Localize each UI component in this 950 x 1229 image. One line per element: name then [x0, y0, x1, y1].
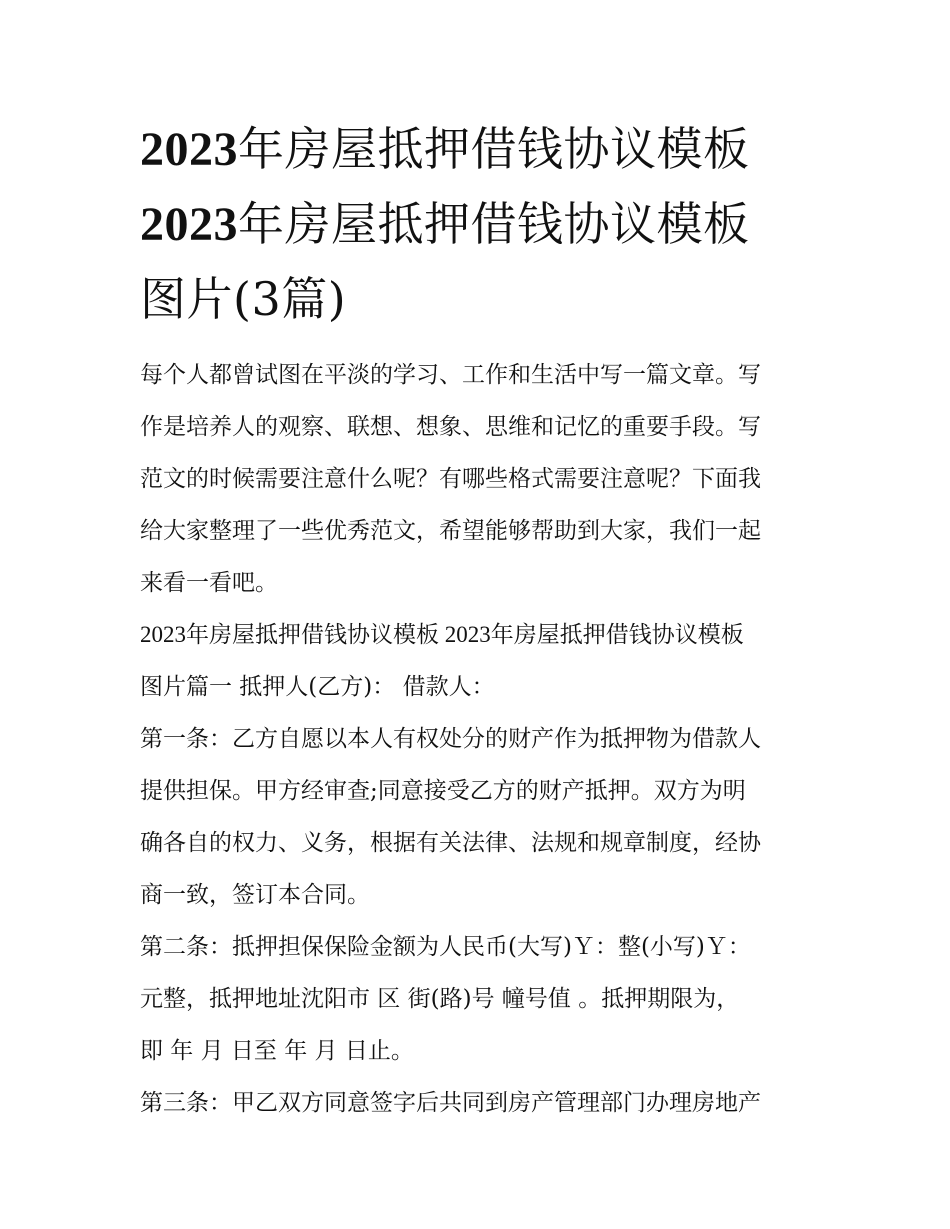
document-title	[140, 112, 820, 337]
body-line: 第一条：乙方自愿以本人有权处分的财产作为抵押物为借款人	[140, 726, 761, 752]
body-line: 商一致，签订本合同。	[140, 882, 370, 908]
title-year: 2023	[140, 123, 238, 176]
title-text: 年房屋抵押借钱协议模板	[238, 122, 750, 176]
body-line: 来看一看吧。	[140, 570, 278, 596]
body-line: 作是培养人的观察、联想、想象、思维和记忆的重要手段。写	[140, 414, 761, 440]
title-line-2	[140, 187, 820, 262]
document-body	[140, 349, 820, 1129]
title-line-1	[140, 112, 820, 187]
title-year: 2023	[140, 198, 238, 251]
body-line: 每个人都曾试图在平淡的学习、工作和生活中写一篇文章。写	[140, 362, 761, 388]
body-line: 第三条：甲乙双方同意签字后共同到房产管理部门办理房地产	[140, 1090, 761, 1116]
body-line: 第二条：抵押担保保险金额为人民币(大写)Ｙ：整(小写)Ｙ：	[140, 934, 751, 960]
title-line-3	[140, 262, 820, 337]
body-line: 提供担保。甲方经审查;同意接受乙方的财产抵押。双方为明	[140, 778, 746, 804]
title-text: 年房屋抵押借钱协议模板	[238, 197, 750, 251]
title-text: 图片(3篇)	[140, 272, 347, 326]
document-page	[140, 112, 820, 1129]
body-line: 范文的时候需要注意什么呢？有哪些格式需要注意呢？下面我	[140, 466, 761, 492]
body-line: 给大家整理了一些优秀范文，希望能够帮助到大家，我们一起	[140, 518, 761, 544]
body-line: 即 年 月 日至 年 月 日止。	[140, 1038, 414, 1064]
body-line: 确各自的权力、义务，根据有关法律、法规和规章制度，经协	[140, 830, 761, 856]
body-line: 元整，抵押地址沈阳市 区 街(路)号 幢号值 。抵押期限为，	[140, 986, 740, 1012]
body-line: 2023年房屋抵押借钱协议模板 2023年房屋抵押借钱协议模板	[140, 622, 744, 647]
body-line: 图片篇一 抵押人(乙方)： 借款人：	[140, 674, 495, 700]
